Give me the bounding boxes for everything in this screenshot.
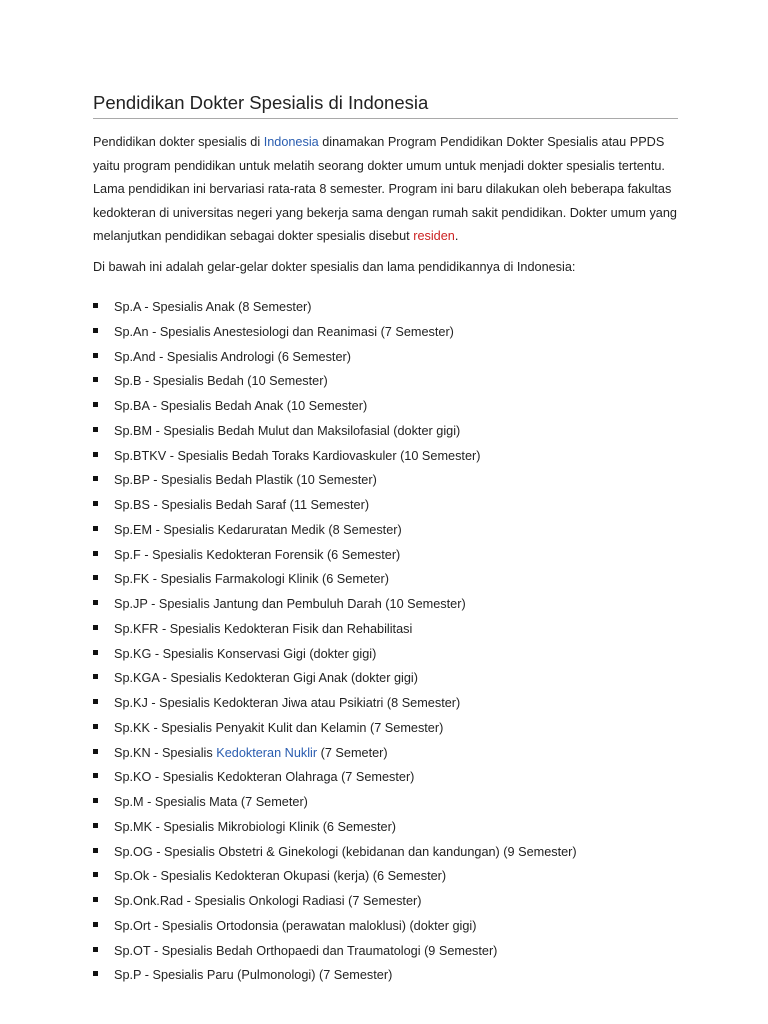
list-item <box>93 716 577 741</box>
list-item <box>93 543 577 568</box>
bullet-icon <box>93 328 98 333</box>
link-residen[interactable]: residen <box>413 229 455 244</box>
list-intro: Di bawah ini adalah gelar-gelar dokter spesialis dan lama pendidikannya di Indonesia: <box>93 260 576 274</box>
bullet-icon <box>93 402 98 407</box>
list-item <box>93 939 577 964</box>
list-item-text: (7 Semeter) <box>317 745 388 760</box>
list-item-text: Sp.An - Spesialis Anestesiologi dan Reanimasi (7 Semester) <box>114 324 454 339</box>
list-item <box>93 741 577 766</box>
intro-text-end: . <box>454 229 459 244</box>
list-item <box>93 642 577 667</box>
list-item <box>93 691 577 716</box>
bullet-icon <box>93 476 98 481</box>
list-item-text: Sp.KFR - Spesialis Kedokteran Fisik dan Rehabilitasi <box>114 621 413 636</box>
list-item <box>93 815 577 840</box>
list-item <box>93 790 577 815</box>
list-item-text: Sp.Onk.Rad - Spesialis Onkologi Radiasi (7 Semester) <box>114 894 422 908</box>
bullet-icon <box>93 947 98 952</box>
bullet-icon <box>93 353 98 358</box>
bullet-icon <box>93 749 98 754</box>
list-item <box>93 493 577 518</box>
list-item-text: Sp.BTKV - Spesialis Bedah Toraks Kardiovaskuler (10 Semester) <box>114 448 481 463</box>
intro-text-middle: dinamakan Program Pendidikan Dokter Spesialis atau PPDS yaitu program pendidikan untuk melatih seorang dokter umum untuk menjadi dokter spesialis tertentu. Lama pendidikan ini bervariasi rata-rata 8 semester. Program ini baru dilakukan oleh beberapa fakultas kedokteran di universitas negeri yang bekerja sama dengan rumah sakit pendidikan. Dokter umum yang melanjutkan pendidikan sebagai dokter spesialis disebut <box>93 135 677 244</box>
list-item-text: Sp.BM - Spesialis Bedah Mulut dan Maksilofasial (dokter gigi) <box>114 423 461 438</box>
list-item-text: Sp.BA - Spesialis Bedah Anak (10 Semester) <box>114 399 368 413</box>
list-item-text: Sp.KK - Spesialis Penyakit Kulit dan Kelamin (7 Semester) <box>114 720 444 735</box>
list-item-text: Sp.KGA - Spesialis Kedokteran Gigi Anak (dokter gigi) <box>114 671 418 686</box>
bullet-icon <box>93 427 98 432</box>
bullet-icon <box>93 724 98 729</box>
bullet-icon <box>93 551 98 556</box>
list-item-text: Sp.F - Spesialis Kedokteran Forensik (6 Semester) <box>114 547 401 562</box>
bullet-icon <box>93 922 98 927</box>
bullet-icon <box>93 773 98 778</box>
list-item <box>93 864 577 889</box>
list-item <box>93 666 577 691</box>
bullet-icon <box>93 377 98 382</box>
list-item <box>93 394 577 419</box>
bullet-icon <box>93 600 98 605</box>
list-item-text: Sp.KO - Spesialis Kedokteran Olahraga (7 Semester) <box>114 770 415 785</box>
bullet-icon <box>93 303 98 308</box>
list-item-text: Sp.MK - Spesialis Mikrobiologi Klinik (6 Semester) <box>114 819 397 834</box>
bullet-icon <box>93 848 98 853</box>
list-item-text: Sp.B - Spesialis Bedah (10 Semester) <box>114 374 328 389</box>
bullet-icon <box>93 823 98 828</box>
specialist-list <box>93 295 577 988</box>
link-indonesia[interactable]: Indonesia <box>263 135 319 149</box>
bullet-icon <box>93 501 98 506</box>
list-item <box>93 914 577 939</box>
list-item-text: Sp.Ok - Spesialis Kedokteran Okupasi (kerja) (6 Semester) <box>114 869 447 884</box>
page-title: Pendidikan Dokter Spesialis di Indonesia <box>93 90 678 119</box>
list-item-text: Sp.And - Spesialis Andrologi (6 Semester) <box>114 349 351 364</box>
bullet-icon <box>93 971 98 976</box>
list-item <box>93 320 577 345</box>
list-item-text: Sp.FK - Spesialis Farmakologi Klinik (6 Semeter) <box>114 572 389 587</box>
list-item-text: Sp.JP - Spesialis Jantung dan Pembuluh Darah (10 Semester) <box>114 597 466 611</box>
list-item-text: Sp.OG - Spesialis Obstetri & Ginekologi (kebidanan dan kandungan) (9 Semester) <box>114 844 577 859</box>
list-item-text: Sp.A - Spesialis Anak (8 Semester) <box>114 300 312 314</box>
list-item <box>93 345 577 370</box>
list-item <box>93 617 577 642</box>
list-item-text: Sp.EM - Spesialis Kedaruratan Medik (8 Semester) <box>114 522 402 537</box>
bullet-icon <box>93 625 98 630</box>
list-item-text: Sp.Ort - Spesialis Ortodonsia (perawatan maloklusi) (dokter gigi) <box>114 918 477 933</box>
list-item <box>93 840 577 865</box>
list-item-text: Sp.OT - Spesialis Bedah Orthopaedi dan Traumatologi (9 Semester) <box>114 943 498 958</box>
list-item <box>93 419 577 444</box>
bullet-icon <box>93 452 98 457</box>
list-item <box>93 567 577 592</box>
bullet-icon <box>93 674 98 679</box>
list-item-text: Sp.M - Spesialis Mata (7 Semeter) <box>114 795 308 809</box>
link-kedokteran-nuklir[interactable]: Kedokteran Nuklir <box>216 745 318 760</box>
intro-text-start: Pendidikan dokter spesialis di <box>93 135 264 149</box>
list-item <box>93 518 577 543</box>
bullet-icon <box>93 650 98 655</box>
list-item <box>93 295 577 320</box>
list-item <box>93 963 577 988</box>
list-item <box>93 889 577 914</box>
bullet-icon <box>93 897 98 902</box>
list-item-text: Sp.P - Spesialis Paru (Pulmonologi) (7 Semester) <box>114 968 393 983</box>
list-item-text: Sp.KN - Spesialis <box>114 745 217 760</box>
bullet-icon <box>93 699 98 704</box>
list-item-text: Sp.KJ - Spesialis Kedokteran Jiwa atau Psikiatri (8 Semester) <box>114 696 461 710</box>
list-item-text: Sp.KG - Spesialis Konservasi Gigi (dokter gigi) <box>114 646 377 661</box>
list-item-text: Sp.BP - Spesialis Bedah Plastik (10 Semester) <box>114 473 377 488</box>
list-item <box>93 765 577 790</box>
bullet-icon <box>93 526 98 531</box>
list-item-text: Sp.BS - Spesialis Bedah Saraf (11 Semester) <box>114 498 370 512</box>
list-item <box>93 444 577 469</box>
list-item <box>93 369 577 394</box>
bullet-icon <box>93 872 98 877</box>
bullet-icon <box>93 798 98 803</box>
bullet-icon <box>93 575 98 580</box>
list-item <box>93 592 577 617</box>
intro-paragraph <box>93 131 683 249</box>
list-item <box>93 468 577 493</box>
